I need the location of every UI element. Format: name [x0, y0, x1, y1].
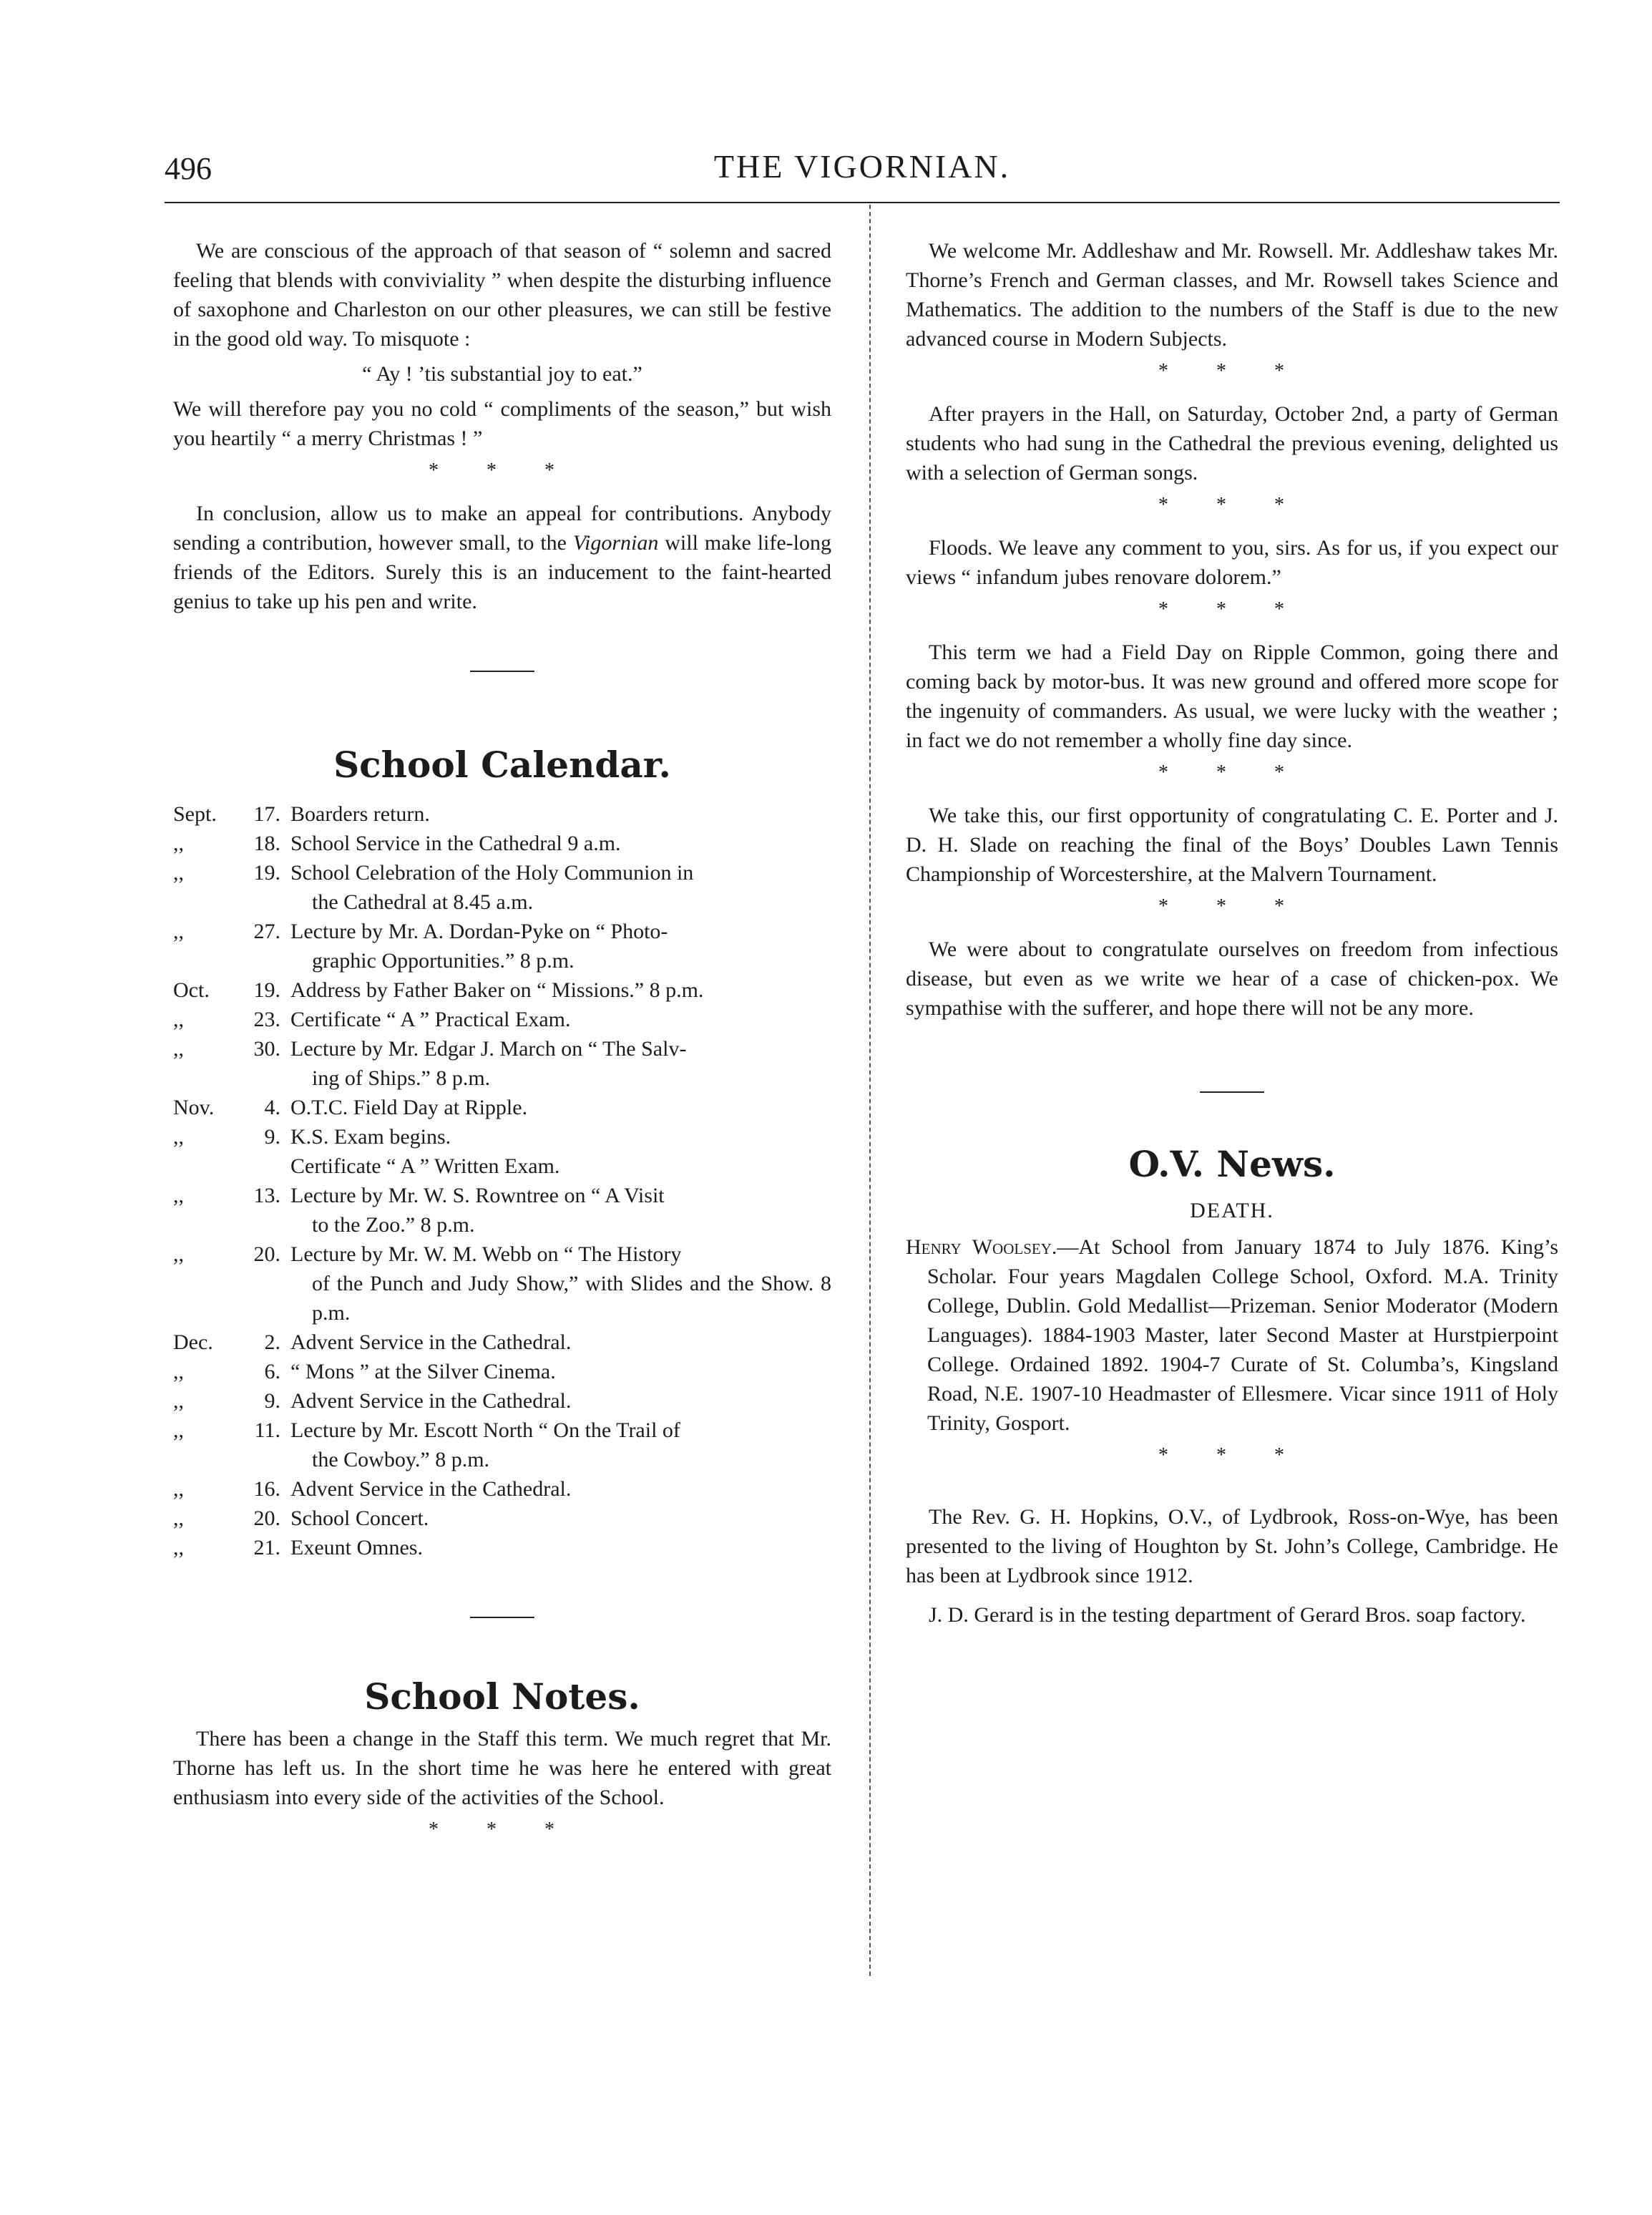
- calendar-event: O.T.C. Field Day at Ripple.: [290, 1096, 528, 1119]
- calendar-month: ,,: [173, 1389, 184, 1413]
- calendar-day: 27.: [253, 920, 280, 943]
- calendar-day: 21.: [253, 1536, 280, 1559]
- intro-paragraph: We are conscious of the approach of that season of “ solemn and sacred feeling that blends with conviviality ” when despite the disturbing influence of saxophone and Charleston on our other pleasures, we can still be festive in the good old way. To misquote :: [173, 239, 831, 351]
- calendar-event: School Celebration of the Holy Communion in the Cathedral at 8.45 a.m.: [290, 861, 694, 914]
- welcome-paragraph: We welcome Mr. Addleshaw and Mr. Rowsell. Mr. Addleshaw takes Mr. Thorne’s French and German classes, and Mr. Rowsell takes Science and Mathematics. The addition to the numbers of the Staff is due to the new advanced course in Modern Subjects.: [906, 239, 1558, 351]
- calendar-entry: [173, 1328, 831, 1357]
- calendar-month: ,,: [173, 1536, 184, 1559]
- header-rule: [165, 202, 1560, 203]
- section-stars: * * *: [1158, 1444, 1306, 1466]
- calendar-day: 18.: [253, 832, 280, 855]
- calendar-entry: [173, 1357, 831, 1386]
- calendar-month: Oct.: [173, 978, 210, 1002]
- calendar-month: ,,: [173, 1360, 184, 1383]
- calendar-month: ,,: [173, 1506, 184, 1530]
- calendar-entry: [173, 1034, 831, 1093]
- calendar-event: Advent Service in the Cathedral.: [290, 1330, 572, 1354]
- column-divider: [869, 205, 871, 1976]
- calendar-entry: [173, 1504, 831, 1533]
- section-stars: * * *: [1158, 360, 1306, 382]
- calendar-month: ,,: [173, 832, 184, 855]
- calendar-day: 13.: [253, 1184, 280, 1207]
- misquote: “ Ay ! ’tis substantial joy to eat.”: [362, 362, 642, 386]
- calendar-day: 6.: [264, 1360, 280, 1383]
- calendar-event: School Service in the Cathedral 9 a.m.: [290, 832, 621, 855]
- gerard-paragraph: J. D. Gerard is in the testing department of Gerard Bros. soap factory.: [929, 1603, 1526, 1627]
- calendar-day: 23.: [253, 1008, 280, 1031]
- calendar-event: School Concert.: [290, 1506, 429, 1530]
- calendar-entry: [173, 1474, 831, 1504]
- calendar-month: ,,: [173, 861, 184, 885]
- obituary-paragraph: [906, 1232, 1558, 1438]
- calendar-event: Lecture by Mr. Escott North “ On the Trail of the Cowboy.” 8 p.m.: [290, 1418, 680, 1471]
- calendar-entry: [173, 799, 831, 829]
- calendar-entry: [173, 975, 831, 1005]
- calendar-event: Exeunt Omnes.: [290, 1536, 423, 1559]
- hopkins-paragraph: The Rev. G. H. Hopkins, O.V., of Lydbrook, Ross-on-Wye, has been presented to the living of Houghton by St. John’s College, Cambridge. He has been at Lydbrook since 1912.: [906, 1505, 1558, 1587]
- section-stars: * * *: [1158, 494, 1306, 516]
- calendar-event: Advent Service in the Cathedral.: [290, 1389, 572, 1413]
- running-title: THE VIGORNIAN.: [713, 148, 1011, 185]
- appeal-text-b: will make life-long friends of the Editors. Surely this is an inducement to the faint-hearted genius to take up his pen and write.: [173, 531, 831, 613]
- left-column: [173, 236, 831, 1858]
- calendar-event: “ Mons ” at the Silver Cinema.: [290, 1360, 556, 1383]
- calendar-month: ,,: [173, 1477, 184, 1501]
- floods-paragraph: Floods. We leave any comment to you, sirs. As for us, if you expect our views “ infandum jubes renovare dolorem.”: [906, 536, 1558, 589]
- christmas-greeting: We will therefore pay you no cold “ compliments of the season,” but wish you heartily “ a merry Christmas ! ”: [173, 397, 831, 450]
- calendar-day: 16.: [253, 1477, 280, 1501]
- prayers-paragraph: After prayers in the Hall, on Saturday, October 2nd, a party of German students who had sung in the Cathedral the previous evening, delighted us with a selection of German songs.: [906, 402, 1558, 485]
- disease-paragraph: We were about to congratulate ourselves on freedom from infectious disease, but even as we write we hear of a case of chicken-pox. We sympathise with the sufferer, and hope there will not be any more.: [906, 938, 1558, 1020]
- calendar-day: 19.: [253, 978, 280, 1002]
- page-header: [165, 140, 1560, 198]
- section-stars: * * *: [1158, 598, 1306, 620]
- calendar-month: ,,: [173, 1037, 184, 1061]
- calendar-entry: [173, 1533, 831, 1562]
- ov-news-title: O.V. News.: [1128, 1143, 1336, 1185]
- appeal-paragraph: [173, 499, 831, 616]
- page-number: 496: [165, 151, 212, 186]
- calendar-entry: [173, 917, 831, 975]
- obituary-text: .—At School from January 1874 to July 1876. King’s Scholar. Four years Magdalen College School, Oxford. M.A. Trinity College, Dublin. Gold Medallist—Prizeman. Senior Moderator (Modern Languages). 1884-1903 Master, later Second Master at Hurstpierpoint College. Ordained 1892. 1904-7 Curate of St. Columba’s, Kingsland Road, N.E. 1907-10 Headmaster of Ellesmere. Vicar since 1911 of Holy Trinity, Gosport.: [927, 1235, 1558, 1435]
- calendar-day: 11.: [254, 1418, 280, 1442]
- obituary-name: Henry Woolsey: [906, 1235, 1052, 1259]
- calendar-event: Lecture by Mr. Edgar J. March on “ The Salv- ing of Ships.” 8 p.m.: [290, 1037, 687, 1090]
- calendar-day: 20.: [253, 1242, 280, 1266]
- calendar-month: ,,: [173, 1184, 184, 1207]
- calendar-day: 9.: [264, 1389, 280, 1413]
- calendar-day: 30.: [253, 1037, 280, 1061]
- calendar-event: Lecture by Mr. W. S. Rowntree on “ A Visit to the Zoo.” 8 p.m.: [290, 1184, 665, 1237]
- calendar-month: ,,: [173, 920, 184, 943]
- section-stars: * * *: [429, 459, 576, 482]
- tennis-paragraph: We take this, our first opportunity of congratulating C. E. Porter and J. D. H. Slade on reaching the final of the Boys’ Doubles Lawn Tennis Championship of Worcestershire, at the Malvern Tournament.: [906, 804, 1558, 886]
- calendar-entry: [173, 829, 831, 858]
- section-stars: * * *: [429, 1819, 576, 1841]
- calendar-entry: [173, 1122, 831, 1181]
- calendar-day: 2.: [264, 1330, 280, 1354]
- notes-title: School Notes.: [364, 1675, 640, 1718]
- calendar-event: Lecture by Mr. W. M. Webb on “ The History of the Punch and Judy Show,” with Slides and the Show. 8 p.m.: [290, 1242, 831, 1325]
- calendar-month: Nov.: [173, 1096, 215, 1119]
- calendar-month: ,,: [173, 1418, 184, 1442]
- calendar-entry: [173, 1005, 831, 1034]
- calendar-event: Lecture by Mr. A. Dordan-Pyke on “ Photo- graphic Opportunities.” 8 p.m.: [290, 920, 668, 973]
- school-calendar: [173, 799, 831, 1562]
- calendar-day: 17.: [253, 802, 280, 826]
- appeal-text-a: In conclusion, allow us to make an appeal for contributions. Anybody sending a contribution, however small, to the: [173, 502, 831, 555]
- calendar-entry: [173, 858, 831, 917]
- calendar-event: Certificate “ A ” Practical Exam.: [290, 1008, 571, 1031]
- calendar-event: Address by Father Baker on “ Missions.” 8 p.m.: [290, 978, 704, 1002]
- calendar-event: Boarders return.: [290, 802, 430, 826]
- death-heading: DEATH.: [1190, 1199, 1274, 1222]
- calendar-entry: [173, 1181, 831, 1240]
- right-column: [906, 236, 1558, 1630]
- calendar-day: 20.: [253, 1506, 280, 1530]
- calendar-title: School Calendar.: [333, 744, 671, 786]
- calendar-month: Sept.: [173, 802, 217, 826]
- field-day-paragraph: This term we had a Field Day on Ripple Common, going there and coming back by motor-bus. It was new ground and offered more scope for the ingenuity of commanders. As usual, we were lucky with the weather ; in fact we do not remember a wholly fine day since.: [906, 641, 1558, 752]
- calendar-entry: [173, 1416, 831, 1474]
- calendar-entry: [173, 1386, 831, 1416]
- calendar-day: 9.: [264, 1125, 280, 1149]
- calendar-month: ,,: [173, 1242, 184, 1266]
- calendar-event: Advent Service in the Cathedral.: [290, 1477, 572, 1501]
- calendar-month: ,,: [173, 1125, 184, 1149]
- calendar-entry: [173, 1093, 831, 1122]
- calendar-day: 19.: [253, 861, 280, 885]
- calendar-day: 4.: [264, 1096, 280, 1119]
- section-stars: * * *: [1158, 895, 1306, 917]
- section-stars: * * *: [1158, 761, 1306, 784]
- magazine-name: Vigornian: [572, 531, 659, 555]
- calendar-month: ,,: [173, 1008, 184, 1031]
- calendar-entry: [173, 1240, 831, 1328]
- notes-paragraph: There has been a change in the Staff this term. We much regret that Mr. Thorne has left us. In the short time he was here he entered with great enthusiasm into every side of the activities of the School.: [173, 1727, 831, 1809]
- calendar-event: K.S. Exam begins. Certificate “ A ” Written Exam.: [290, 1125, 560, 1178]
- calendar-month: Dec.: [173, 1330, 213, 1354]
